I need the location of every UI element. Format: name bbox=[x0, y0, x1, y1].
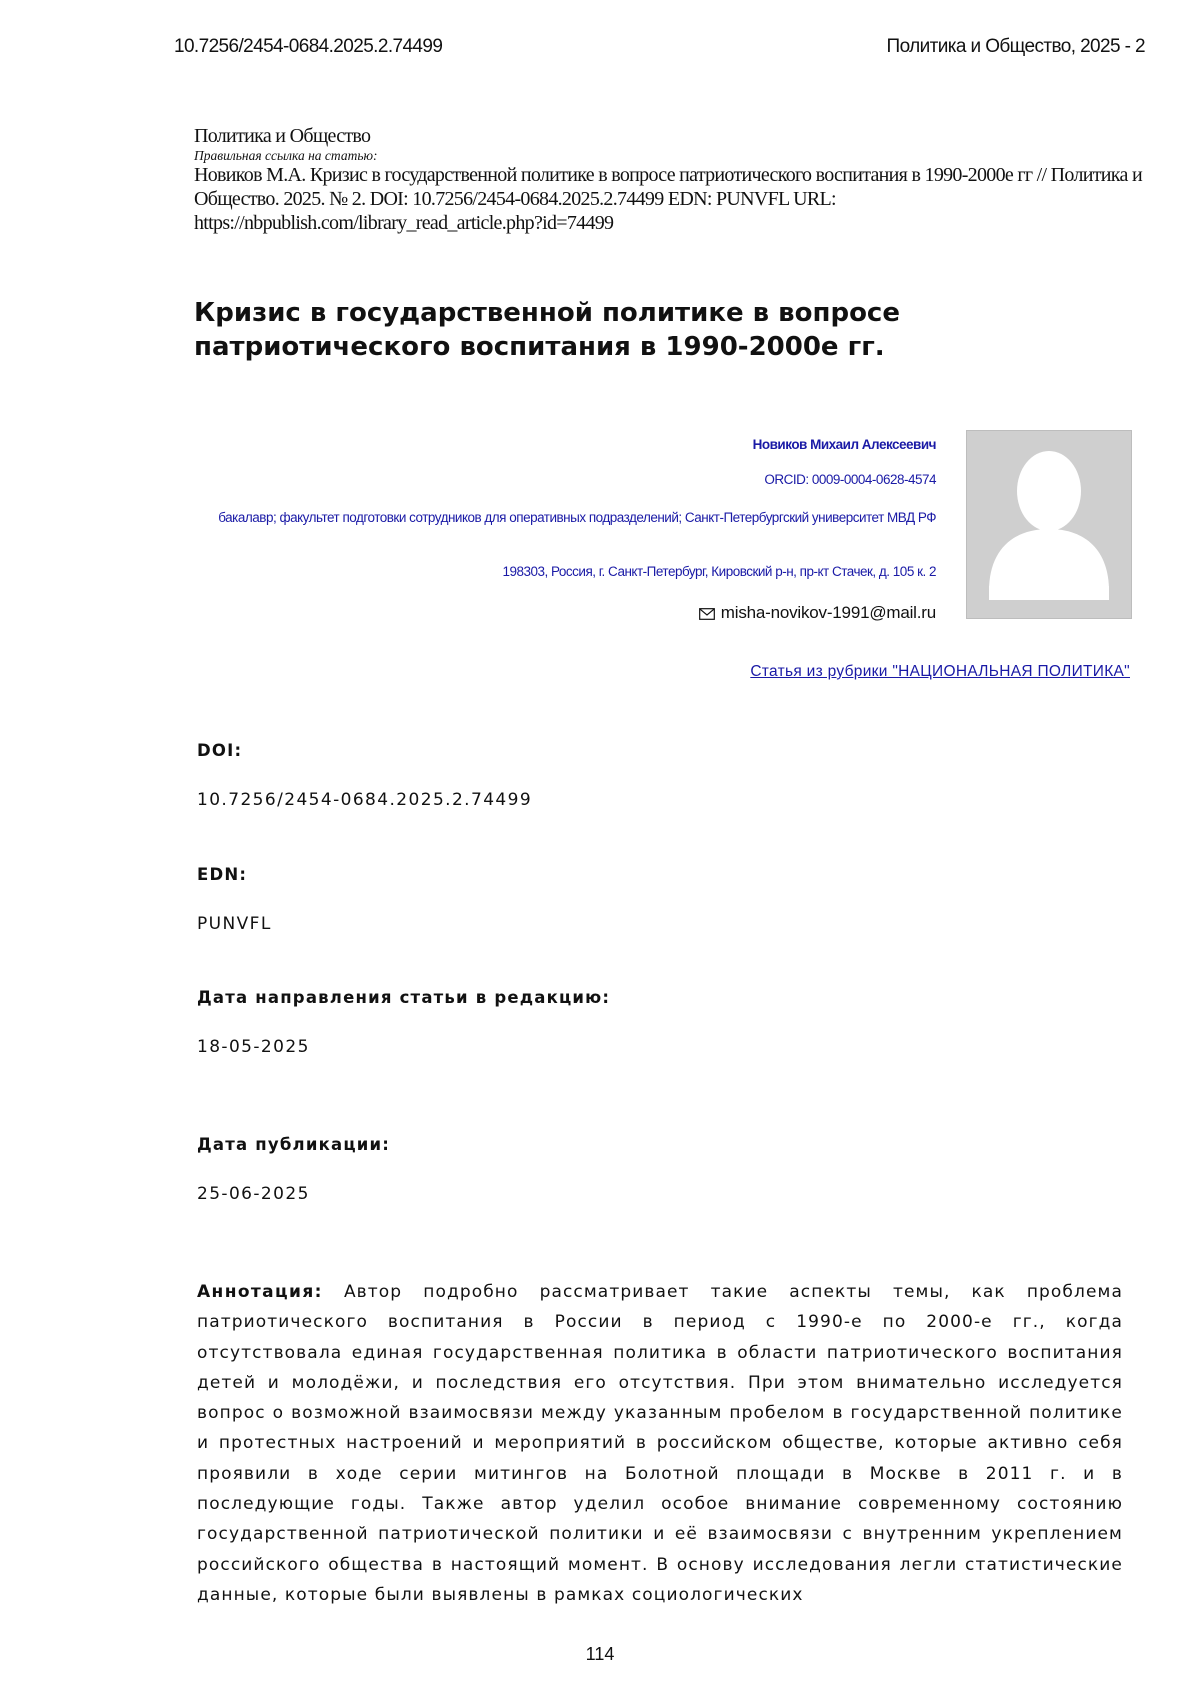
page-number: 114 bbox=[0, 1644, 1200, 1665]
abstract bbox=[197, 1277, 1123, 1610]
article-title: Кризис в государственной политике в вопросе патриотического воспитания в 1990-2000е гг. bbox=[194, 296, 1094, 364]
running-header-journal: Политика и Общество, 2025 - 2 bbox=[887, 36, 1145, 58]
envelope-icon bbox=[699, 608, 715, 620]
author-avatar bbox=[966, 430, 1132, 619]
author-affiliation: бакалавр; факультет подготовки сотрудников для оперативных подразделений; Санкт-Петербургский университет МВД РФ bbox=[196, 509, 936, 527]
author-orcid[interactable]: ORCID: 0009-0004-0628-4574 bbox=[764, 472, 936, 487]
citation-journal: Политика и Общество bbox=[194, 124, 1144, 148]
citation-note: Правильная ссылка на статью: bbox=[194, 148, 1144, 163]
doi-label: DOI: bbox=[197, 741, 242, 760]
submitted-value: 18-05-2025 bbox=[197, 1037, 310, 1057]
abstract-label: Аннотация: bbox=[197, 1282, 323, 1302]
abstract-text: Автор подробно рассматривает такие аспекты темы, как проблема патриотического воспитания в России в период с 1990-е по 2000-е гг., когда отсутствовала единая государственная политика в области патриотического воспитания детей и молодёжи, и последствия его отсутствия. При этом внимательно исследуется вопрос о возможной взаимосвязи между указанным пробелом в государственной политике и протестных настроений и мероприятий в российском обществе, которые активно себя проявили в ходе серии митингов на Болотной площади в Москве в 2011 г. и в последующие годы. Также автор уделил особое внимание современному состоянию государственной патриотической политики и её взаимосвязи с внутренним укреплением российского общества в настоящий момент. В основу исследования легли статистические данные, которые были выявлены в рамках социологических bbox=[197, 1282, 1123, 1605]
author-email[interactable] bbox=[699, 603, 936, 623]
author-address: 198303, Россия, г. Санкт-Петербург, Кировский р-н, пр-кт Стачек, д. 105 к. 2 bbox=[502, 564, 936, 579]
doi-value: 10.7256/2454-0684.2025.2.74499 bbox=[197, 790, 532, 810]
rubric-link[interactable]: Статья из рубрики "НАЦИОНАЛЬНАЯ ПОЛИТИКА" bbox=[750, 663, 1130, 681]
edn-value: PUNVFL bbox=[197, 914, 272, 934]
edn-label: EDN: bbox=[197, 865, 247, 884]
submitted-label: Дата направления статьи в редакцию: bbox=[197, 988, 610, 1007]
avatar-silhouette-icon bbox=[967, 431, 1131, 618]
published-label: Дата публикации: bbox=[197, 1135, 390, 1154]
published-value: 25-06-2025 bbox=[197, 1184, 310, 1204]
running-header-doi: 10.7256/2454-0684.2025.2.74499 bbox=[174, 36, 442, 58]
citation-text: Новиков М.А. Кризис в государственной политике в вопросе патриотического воспитания в 1990-2000е гг // Политика и Общество. 2025. № 2. DOI: 10.7256/2454-0684.2025.2.74499 EDN: PUNVFL URL: https://nbpublish.com/library_read_article.php?id=74499 bbox=[194, 163, 1144, 235]
author-email-text: misha-novikov-1991@mail.ru bbox=[721, 603, 936, 622]
citation-block bbox=[194, 124, 1144, 235]
author-name[interactable]: Новиков Михаил Алексеевич bbox=[753, 437, 936, 452]
